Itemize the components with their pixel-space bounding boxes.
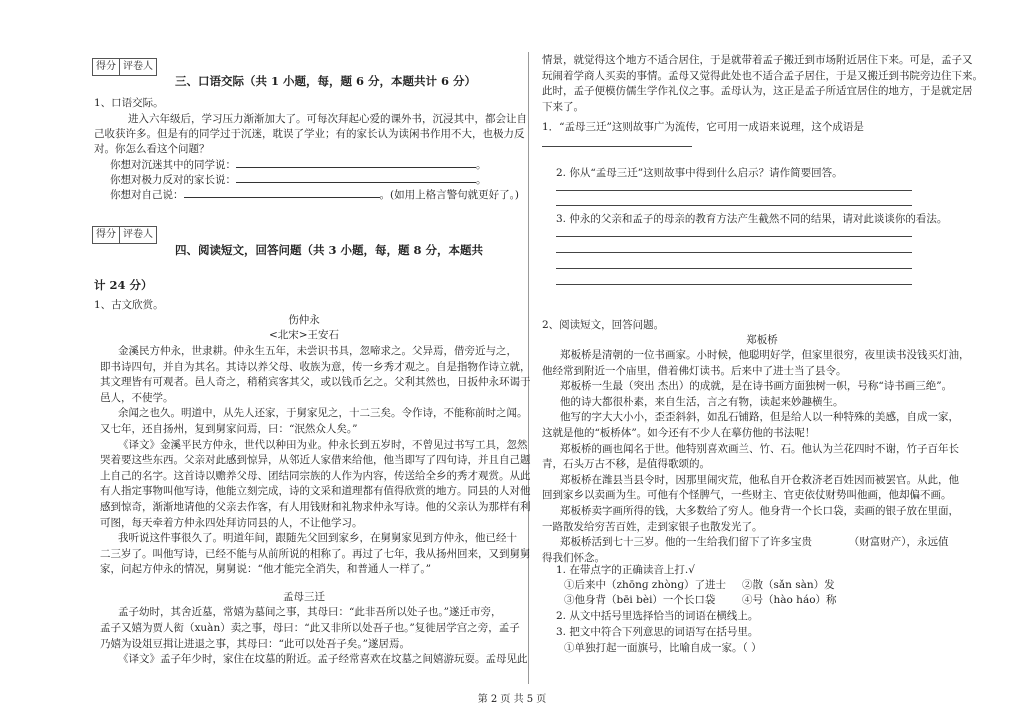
text-line: 有人指定事物叫他写诗，他能立刻完成，诗的文采和道理都有值得欣赏的地方。同县的人对他 <box>100 485 531 498</box>
answer-line[interactable] <box>556 236 912 237</box>
right-column <box>528 0 1024 722</box>
text-line: 情景，就觉得这个地方不适合居住，于是就带着孟子搬迁到市场附近居住下来。可是，孟子又 <box>542 54 973 66</box>
grader-label: 评卷人 <box>119 59 156 75</box>
text-line: 可图，每天牵着方仲永四处拜访同县的人，不让他学习。 <box>100 516 363 529</box>
score-label: 得分 <box>96 229 116 240</box>
text-line: 青，石头万古不移，是值得歌颂的。 <box>542 458 710 471</box>
text-line: 《译文》金溪平民方仲永，世代以种田为业。仲永长到五岁时，不曾见过书写工具，忽然 <box>118 438 528 451</box>
text-line: 郑板桥的画也闻名于世。他特别喜欢画兰、竹、石。他认为兰花四时不谢，竹子百年长 <box>560 442 959 455</box>
section-4-title-cont: 计 24 分） <box>94 278 153 292</box>
sub-question-1: 1. 在带点字的正确读音上打.√ <box>556 564 695 576</box>
text-line: 他的诗大都很朴素，来自生活，言之有物，读起来妙趣横生。 <box>560 395 844 408</box>
text-line: 哭着要这些东西。父亲对此感到惊异，从邻近人家借来给他，他当即写了四句诗，并且自己题 <box>100 454 531 467</box>
text-line: 即书诗四句，并自为其名。其诗以养父母、收族为意，传一乡秀才观之。自是指物作诗立就， <box>100 360 531 373</box>
score-box <box>92 58 157 76</box>
text-line: 金溪民方仲永，世隶耕。仲永生五年，未尝识书具，忽啼求之。父异焉，借旁近与之， <box>118 345 517 357</box>
answer-line[interactable] <box>556 284 912 285</box>
text-line: 郑板桥活到七十三岁。他的一生给我们留下了许多宝贵 （财富财产），永远值 <box>560 536 949 549</box>
poem-2-title: 孟母三迁 <box>283 591 325 603</box>
text-line: 玩闹着学商人买卖的事情。孟母又觉得此处也不适合孟子居住，于是又搬迁到书院旁边住下来。 <box>542 69 983 82</box>
page-footer: 第 2 页 共 5 页 <box>477 694 547 705</box>
poem-1-author: <北宋>王安石 <box>268 329 340 341</box>
text-line: 《译文》孟子年少时，家住在坟墓的附近。孟子经常喜欢在坟墓之间嬉游玩耍。孟母见此 <box>118 653 528 666</box>
sub-question-3: 3. 把文中符合下列意思的词语写在括号里。 <box>556 626 759 638</box>
reading-1-label: 1、古文欣赏。 <box>94 299 164 311</box>
answer-line[interactable] <box>236 157 476 168</box>
answer-line[interactable] <box>542 146 692 147</box>
text-line: 其文理皆有可观者。邑人奇之，稍稍宾客其父，或以钱币乞之。父利其然也，日扳仲永环谒于 <box>100 376 531 389</box>
text-line: 下来了。 <box>542 100 584 113</box>
q1-text-line: 进入六年级后，学习压力渐渐加大了。可每次拜起心爱的课外书，沉浸其中，都会让自 <box>128 113 527 125</box>
answer-line[interactable] <box>236 172 476 183</box>
q1-label: 1、口语交际。 <box>94 97 164 109</box>
text-line: 郑板桥一生最（突出 杰出）的成就，是在诗书画方面独树一帜，号称“诗书画三绝”。 <box>560 380 953 393</box>
q1-text-line: 对。你怎么看这个问题？ <box>94 143 210 155</box>
answer-line[interactable] <box>556 190 912 191</box>
sub-q1-option: ④号（hào háo）称 <box>742 594 837 606</box>
answer-line[interactable] <box>184 187 380 198</box>
text-line: 又七年，还自扬州，复到舅家问焉，曰：“泯然众人矣。” <box>100 423 358 435</box>
poem-1-title: 伤仲永 <box>288 314 320 326</box>
text-line: 余闻之也久。明道中，从先人还家，于舅家见之，十二三矣。令作诗，不能称前时之闻。 <box>118 407 528 420</box>
text-line: 他经常到附近一个庙里，借着佛灯读书。后来中了进士当了县令。 <box>542 364 847 377</box>
text-line: 郑板桥是清朝的一位书画家。小时候，他聪明好学，但家里很穷，夜里读书没钱买灯油， <box>560 349 970 361</box>
sub-question-2: 2. 从文中括号里选择恰当的词语在横线上。 <box>556 610 759 622</box>
sub-q3-item: ①单独打起一面旗号，比喻自成一家。（ ） <box>564 642 762 654</box>
section-4-title: 四、阅读短文，回答问题（共 3 小题，每，题 8 分，本题共 <box>175 243 484 257</box>
q1-prompt: 你想对极力反对的家长说： 。 <box>110 174 487 186</box>
text-line: 乃嬉为设俎豆揖让进退之事，其母曰：“此可以处吾子矣。”遂居焉。 <box>100 637 410 650</box>
text-line: 感到惊奇，渐渐地请他的父亲去作客，有人用钱财和礼物求仲永写诗。他的父亲认为那样有利 <box>100 501 531 513</box>
text-line: 邑人，不使学。 <box>100 391 174 404</box>
q1-prompt: 你想对自己说： 。(如用上格言警句就更好了。) <box>110 189 519 201</box>
text-line: 郑板桥在潍县当县令时，因那里闹灾荒，他私自开仓救济老百姓因而被罢官。从此，他 <box>560 473 959 486</box>
answer-line[interactable] <box>556 268 912 269</box>
score-label: 得分 <box>96 61 116 72</box>
answer-line[interactable] <box>556 252 912 253</box>
grader-label: 评卷人 <box>119 227 156 243</box>
question-r2: 2. 你从“孟母三迁”这则故事中得到什么启示？请作简要回答。 <box>556 167 843 179</box>
text-line: 此时，孟子便模仿儒生学作礼仪之事。孟母认为，这正是孟子所适宜居住的地方，于是就定居 <box>542 85 973 97</box>
question-r3: 3. 仲永的父亲和孟子的母亲的教育方法产生截然不同的结果，请对此谈谈你的看法。 <box>556 213 948 225</box>
q1-prompt: 你想对沉迷其中的同学说： 。 <box>110 159 487 171</box>
text-line: 一路散发给穷苦百姓，走到家银子也散发光了。 <box>542 520 763 533</box>
sub-q1-option: ①后来中（zhōnɡ zhònɡ）了进士 <box>564 579 727 591</box>
text-line: 上自己的名字。这首诗以赡养父母、团结同宗族的人作为内容，传送给全乡的秀才观赏。从此 <box>100 469 531 482</box>
story-title: 郑板桥 <box>746 334 778 346</box>
reading-2-label: 2、阅读短文，回答问题。 <box>542 319 665 331</box>
text-line: 二三岁了。叫他写诗，已经不能与从前所说的相称了。再过了七年，我从扬州回来，又到舅舅 <box>100 547 531 560</box>
text-line: 我听说这件事很久了。明道年间，跟随先父回到家乡，在舅舅家见到方仲永，他已经十 <box>118 532 517 545</box>
text-line: 这就是他的“板桥体”。如今还有不少人在摹仿他的书法呢！ <box>542 427 816 439</box>
answer-line[interactable] <box>556 205 912 206</box>
text-line: 家，问起方仲永的情况，舅舅说：“他才能完全消失，和普通人一样了。” <box>100 563 431 576</box>
question-r1: 1．“孟母三迁”这则故事广为流传，它可用一成语来说理，这个成语是 <box>542 121 864 133</box>
text-line: 孟子幼时，其舍近墓，常嬉为墓间之事，其母曰：“此非吾所以处子也。”遂迁市旁， <box>118 606 502 618</box>
text-line: 回到家乡以卖画为生。可他有个怪脾气，一些财主、官吏依仗财势叫他画，他却偏不画。 <box>542 489 952 502</box>
sub-q1-option: ③他身背（bēi bèi）一个长口袋 <box>564 594 716 606</box>
text-line: 郑板桥卖字画所得的钱，大多数给了穷人。他身背一个长口袋，卖画的银子放在里面， <box>560 505 959 517</box>
section-3-title: 三、口语交际（共 1 小题，每，题 6 分，本题共计 6 分） <box>175 74 477 88</box>
score-box <box>92 226 157 244</box>
q1-text-line: 己收获许多。但是有的同学过于沉迷，耽误了学业；有的家长认为读闲书作用不大，也极力反 <box>94 128 525 140</box>
text-line: 孟子又嬉为贾人衒（xuàn）卖之事，母曰：“此又非所以处吾子也。”复徙居学宫之旁，孟子 <box>100 621 520 634</box>
text-line: 他写的字大大小小，歪歪斜斜，如乱石铺路，但是给人以一种特殊的美感，自成一家， <box>560 411 959 424</box>
text-line: 得我们怀念。 <box>542 551 605 564</box>
sub-q1-option: ②散（sǎn sàn）发 <box>742 579 835 591</box>
